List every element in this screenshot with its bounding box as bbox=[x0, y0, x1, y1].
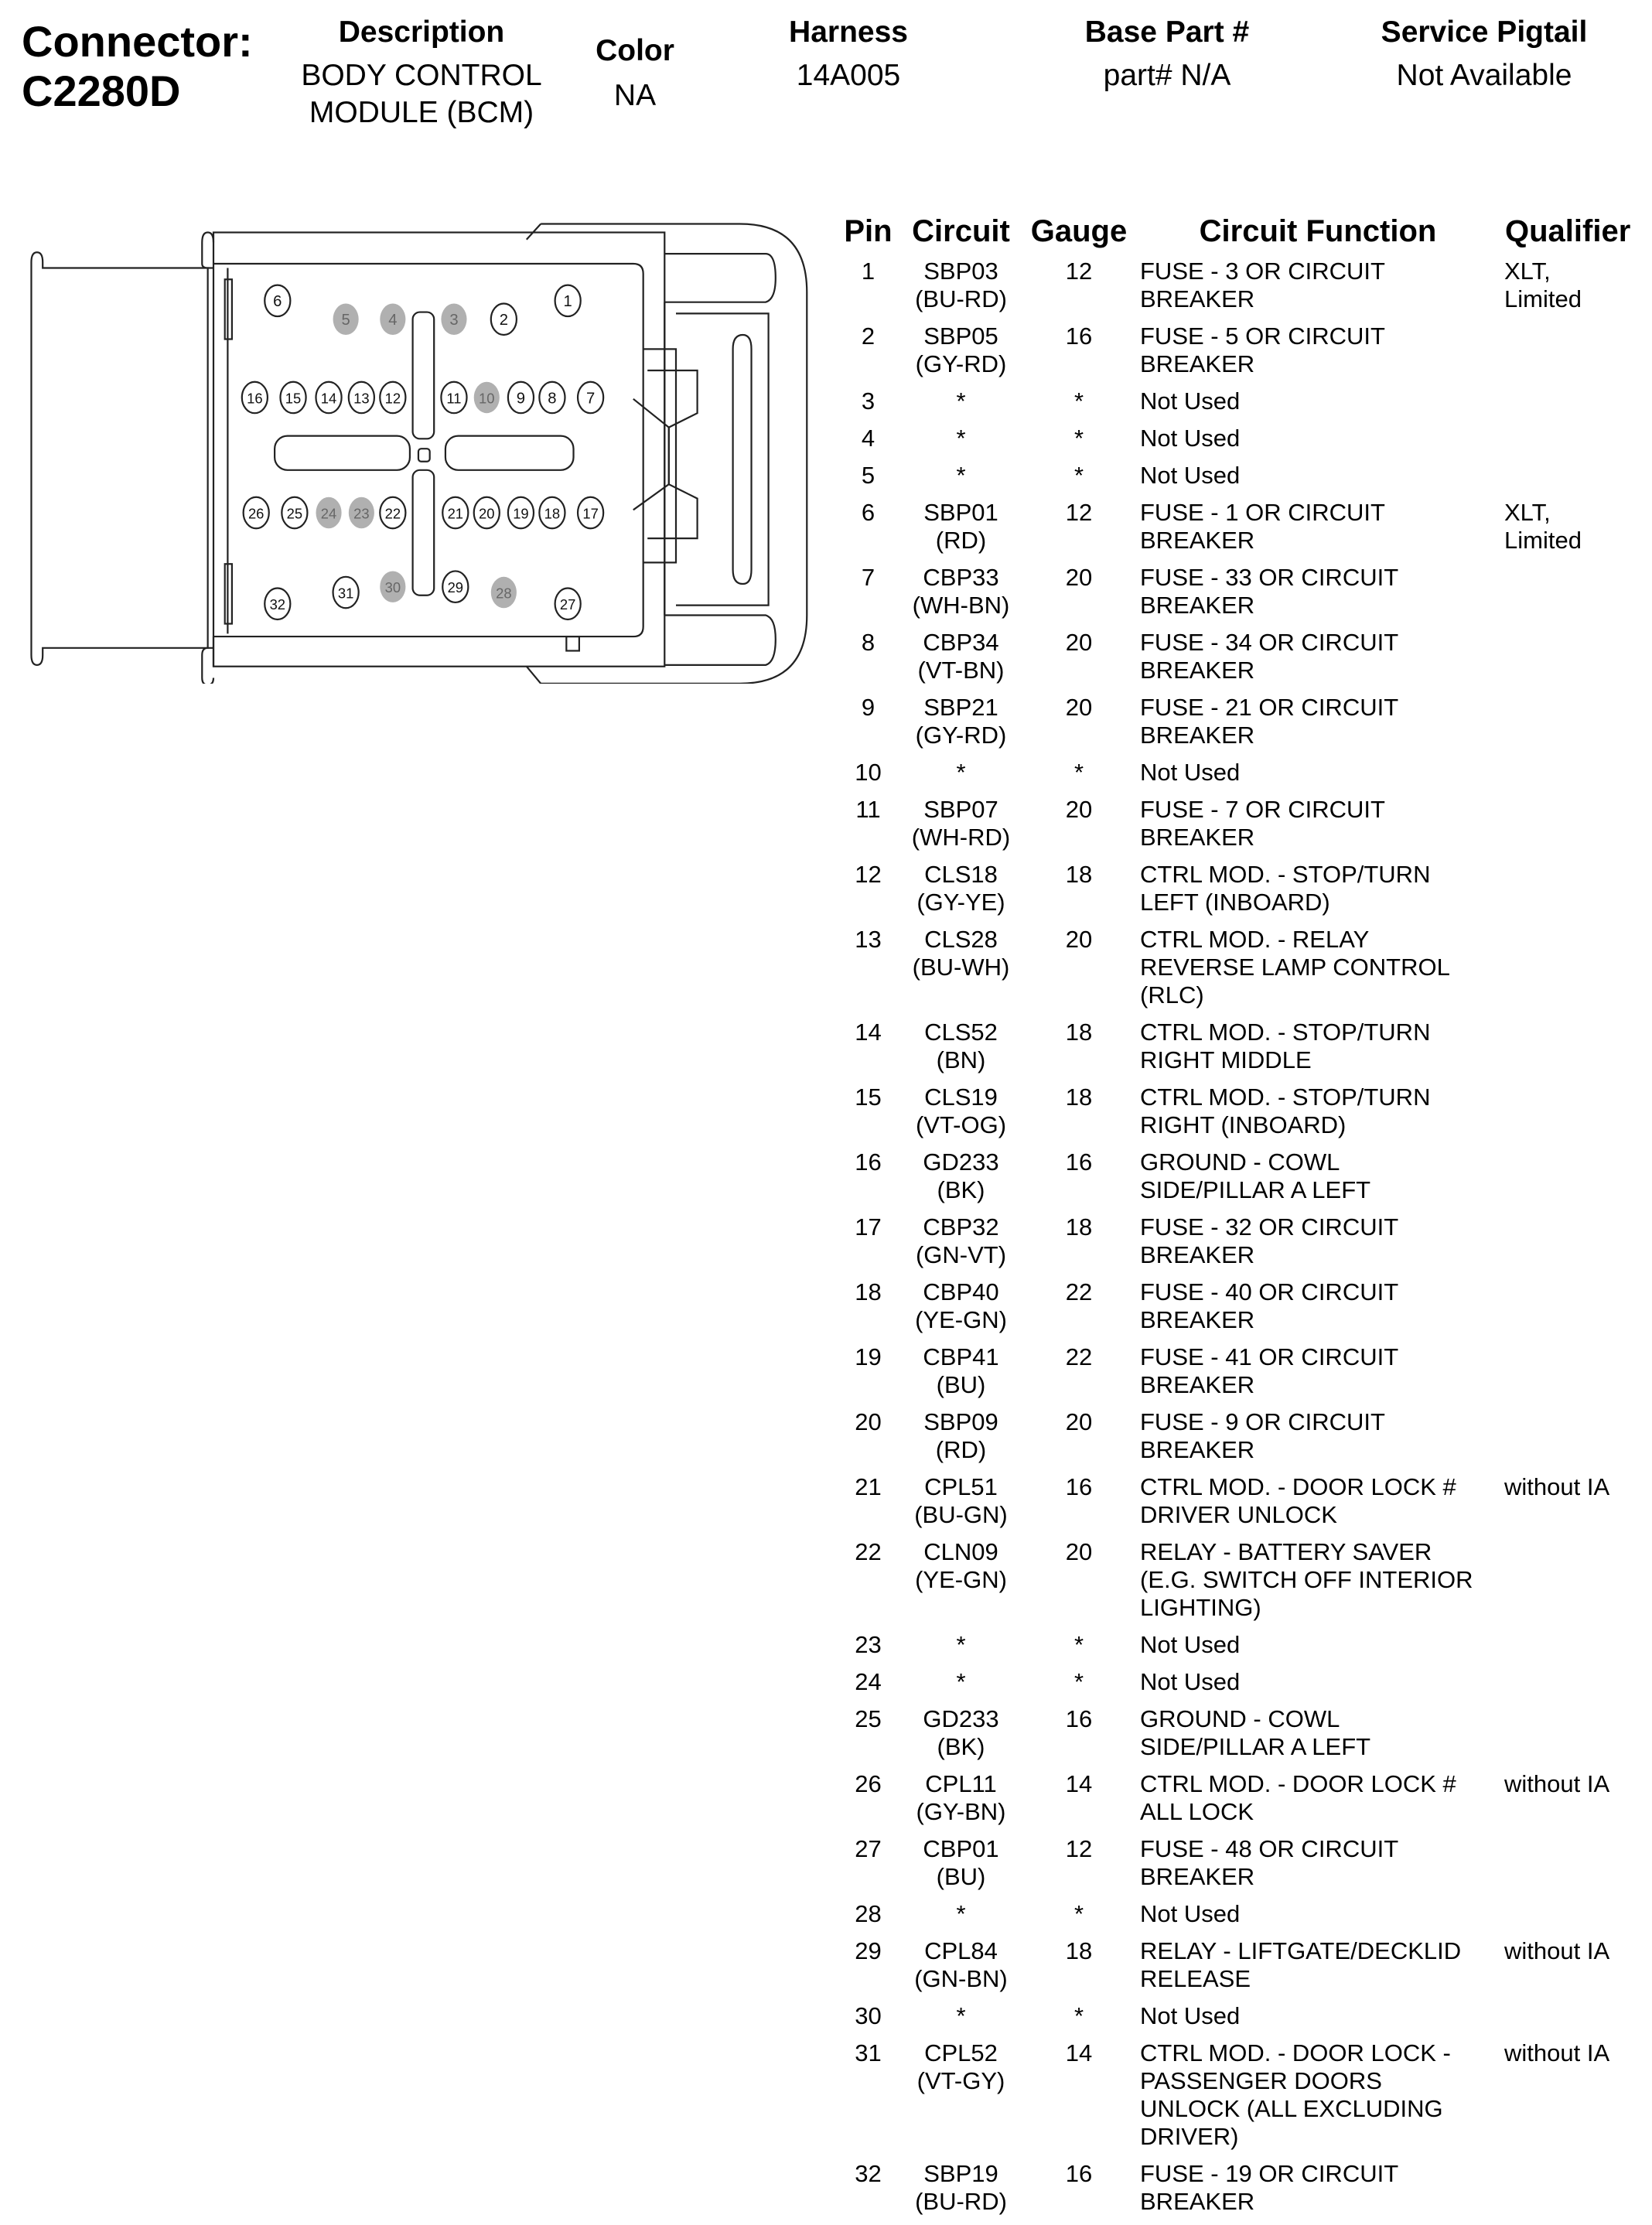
color-block bbox=[596, 32, 674, 114]
service-pigtail-label: Service Pigtail bbox=[1381, 15, 1588, 49]
pin-number: 18 bbox=[544, 505, 561, 522]
gauge-cell: 20 bbox=[1065, 926, 1093, 953]
pin-number: 20 bbox=[479, 505, 495, 522]
gauge-cell: 18 bbox=[1065, 1083, 1093, 1111]
function-cell: Not Used bbox=[1140, 462, 1241, 489]
pin-cavity bbox=[333, 304, 359, 335]
circuit-cell: CLS52 (BN) bbox=[924, 1019, 998, 1073]
pin-cavity bbox=[491, 304, 517, 335]
cavity-slots bbox=[275, 312, 573, 595]
gauge-cell: 12 bbox=[1065, 258, 1093, 285]
function-cell: FUSE - 34 OR CIRCUIT BREAKER bbox=[1140, 629, 1399, 684]
function-cell: FUSE - 3 OR CIRCUIT BREAKER bbox=[1140, 258, 1385, 312]
pin-cavity bbox=[555, 285, 581, 316]
function-cell: FUSE - 9 OR CIRCUIT BREAKER bbox=[1140, 1408, 1385, 1463]
gauge-cell: 16 bbox=[1065, 2160, 1093, 2187]
circuit-cell: CLN09 (YE-GN) bbox=[915, 1538, 1007, 1593]
pin-cell: 28 bbox=[855, 1900, 882, 1927]
pin-number: 22 bbox=[384, 505, 401, 522]
pin-cavity bbox=[380, 571, 405, 602]
function-cell: GROUND - COWL SIDE/PILLAR A LEFT bbox=[1140, 1705, 1371, 1760]
pin-cell: 3 bbox=[861, 387, 875, 415]
pin-cell: 20 bbox=[855, 1408, 882, 1435]
pin-number: 30 bbox=[384, 579, 401, 596]
table-row bbox=[820, 387, 1652, 425]
qualifier-cell: without IA bbox=[1504, 2039, 1610, 2066]
table-header bbox=[820, 213, 1652, 258]
gauge-cell: 22 bbox=[1065, 1278, 1093, 1305]
gauge-cell: 14 bbox=[1065, 2039, 1093, 2066]
gauge-cell: 16 bbox=[1065, 322, 1093, 350]
function-cell: Not Used bbox=[1140, 1900, 1241, 1927]
pin-number: 8 bbox=[548, 390, 557, 408]
gauge-cell: * bbox=[1073, 387, 1084, 415]
table-row bbox=[820, 1538, 1652, 1631]
table-row bbox=[820, 629, 1652, 694]
table-row bbox=[820, 1473, 1652, 1538]
pin-cell: 1 bbox=[861, 258, 875, 285]
gauge-cell: 14 bbox=[1065, 1770, 1093, 1797]
pin-number: 5 bbox=[341, 312, 350, 329]
col-circuit-function: Circuit Function bbox=[1199, 214, 1437, 248]
table-row bbox=[820, 258, 1652, 322]
circuit-cell: CBP40 (YE-GN) bbox=[915, 1278, 1007, 1333]
circuit-cell: CBP34 (VT-BN) bbox=[917, 629, 1005, 684]
qualifier-cell: without IA bbox=[1504, 1937, 1610, 1964]
circuit-cell: SBP07 (WH-RD) bbox=[911, 796, 1011, 851]
function-cell: FUSE - 32 OR CIRCUIT BREAKER bbox=[1140, 1213, 1399, 1268]
pin-cell: 16 bbox=[855, 1148, 882, 1176]
circuit-cell: * bbox=[956, 387, 966, 415]
gauge-cell: 20 bbox=[1065, 629, 1093, 656]
pin-cell: 23 bbox=[855, 1631, 882, 1658]
circuit-cell: SBP03 (BU-RD) bbox=[915, 258, 1007, 312]
table-row bbox=[820, 1770, 1652, 1835]
pin-number: 16 bbox=[247, 390, 263, 407]
pin-cavity bbox=[380, 304, 405, 335]
gauge-cell: 20 bbox=[1065, 694, 1093, 721]
circuit-cell: CPL11 (GY-BN) bbox=[916, 1770, 1006, 1825]
connector-face-diagram bbox=[0, 200, 854, 684]
pin-number: 9 bbox=[516, 390, 526, 408]
table-row bbox=[820, 2002, 1652, 2039]
pin-cell: 8 bbox=[861, 629, 875, 656]
pin-number: 6 bbox=[273, 293, 282, 311]
gauge-cell: 20 bbox=[1065, 1538, 1093, 1565]
pin-cell: 17 bbox=[855, 1213, 882, 1240]
gauge-cell: 16 bbox=[1065, 1473, 1093, 1500]
pin-cavity bbox=[508, 497, 534, 528]
pin-cell: 10 bbox=[855, 759, 882, 786]
pin-cell: 31 bbox=[855, 2039, 882, 2066]
gauge-cell: 18 bbox=[1065, 1937, 1093, 1964]
harness-label: Harness bbox=[789, 15, 908, 49]
circuit-cell: CBP41 (BU) bbox=[923, 1343, 999, 1398]
circuit-cell: CBP32 (GN-VT) bbox=[915, 1213, 1007, 1268]
pin-number: 23 bbox=[353, 505, 370, 522]
pin-cavity bbox=[474, 497, 500, 528]
pin-cavity bbox=[280, 382, 305, 413]
pin-number: 32 bbox=[269, 596, 286, 613]
base-part-label: Base Part # bbox=[1084, 15, 1250, 49]
table-row bbox=[820, 2039, 1652, 2160]
circuit-cell: CLS18 (GY-YE) bbox=[916, 861, 1005, 916]
circuit-cell: * bbox=[956, 1631, 966, 1658]
service-pigtail-block bbox=[1381, 14, 1588, 94]
table-row bbox=[820, 499, 1652, 564]
circuit-cell: CLS28 (BU-WH) bbox=[912, 926, 1010, 981]
description-block bbox=[301, 14, 541, 131]
gauge-cell: 12 bbox=[1065, 1835, 1093, 1862]
pin-number: 3 bbox=[449, 312, 459, 329]
circuit-cell: SBP19 (BU-RD) bbox=[915, 2160, 1007, 2215]
col-circuit: Circuit bbox=[912, 214, 1010, 248]
table-row bbox=[820, 796, 1652, 861]
circuit-cell: * bbox=[956, 2002, 966, 2029]
pin-cavity bbox=[265, 285, 290, 316]
circuit-cell: * bbox=[956, 1900, 966, 1927]
color-value: NA bbox=[613, 79, 657, 112]
pin-cell: 7 bbox=[861, 564, 875, 591]
connector-title bbox=[22, 17, 253, 116]
col-pin: Pin bbox=[844, 214, 893, 248]
gauge-cell: * bbox=[1073, 2002, 1084, 2029]
pin-cell: 11 bbox=[855, 796, 881, 823]
pin-cavity bbox=[508, 382, 534, 413]
circuit-cell: * bbox=[956, 1668, 966, 1695]
table-row bbox=[820, 2160, 1652, 2225]
pin-cell: 25 bbox=[855, 1705, 882, 1732]
pin-cell: 15 bbox=[855, 1083, 882, 1111]
pin-number: 1 bbox=[563, 293, 572, 311]
function-cell: CTRL MOD. - RELAY REVERSE LAMP CONTROL (RLC) bbox=[1140, 926, 1450, 1008]
connector-id: C2280D bbox=[22, 67, 181, 115]
pin-number: 19 bbox=[513, 505, 529, 522]
table-row bbox=[820, 1835, 1652, 1900]
function-cell: FUSE - 1 OR CIRCUIT BREAKER bbox=[1140, 499, 1385, 554]
gauge-cell: 18 bbox=[1065, 1019, 1093, 1046]
base-part-value: part# N/A bbox=[1103, 59, 1231, 92]
pin-cell: 24 bbox=[855, 1668, 882, 1695]
function-cell: FUSE - 21 OR CIRCUIT BREAKER bbox=[1140, 694, 1399, 749]
function-cell: Not Used bbox=[1140, 1631, 1241, 1658]
pin-cell: 12 bbox=[855, 861, 882, 888]
circuit-cell: CBP01 (BU) bbox=[923, 1835, 999, 1890]
pin-cavity bbox=[539, 382, 565, 413]
table-row bbox=[820, 1148, 1652, 1213]
pin-cavity bbox=[578, 382, 603, 413]
function-cell: CTRL MOD. - DOOR LOCK - PASSENGER DOORS UNLOCK (ALL EXCLUDING DRIVER) bbox=[1140, 2039, 1451, 2150]
pin-cell: 32 bbox=[855, 2160, 882, 2187]
pin-cell: 9 bbox=[861, 694, 875, 721]
pin-cavity bbox=[442, 497, 468, 528]
pin-cavity bbox=[474, 382, 500, 413]
function-cell: FUSE - 7 OR CIRCUIT BREAKER bbox=[1140, 796, 1385, 851]
pin-cell: 21 bbox=[855, 1473, 882, 1500]
pin-cell: 27 bbox=[855, 1835, 882, 1862]
table-row bbox=[820, 564, 1652, 629]
table-row bbox=[820, 322, 1652, 387]
function-cell: CTRL MOD. - STOP/TURN RIGHT MIDDLE bbox=[1140, 1019, 1431, 1073]
col-qualifier: Qualifier bbox=[1505, 214, 1631, 248]
function-cell: FUSE - 41 OR CIRCUIT BREAKER bbox=[1140, 1343, 1399, 1398]
table-row bbox=[820, 926, 1652, 1019]
pin-number: 21 bbox=[447, 505, 464, 522]
pin-cavity bbox=[265, 589, 290, 619]
pin-number: 2 bbox=[499, 312, 508, 329]
table-row bbox=[820, 1213, 1652, 1278]
circuit-cell: CPL84 (GN-BN) bbox=[914, 1937, 1008, 1992]
pin-cavity bbox=[555, 589, 581, 619]
function-cell: CTRL MOD. - DOOR LOCK # DRIVER UNLOCK bbox=[1140, 1473, 1456, 1528]
pin-cell: 29 bbox=[855, 1937, 882, 1964]
gauge-cell: 18 bbox=[1065, 861, 1093, 888]
qualifier-cell: without IA bbox=[1504, 1473, 1610, 1500]
pin-cavities bbox=[242, 285, 603, 619]
function-cell: Not Used bbox=[1140, 425, 1241, 452]
gauge-cell: 16 bbox=[1065, 1148, 1093, 1176]
function-cell: RELAY - LIFTGATE/DECKLID RELEASE bbox=[1140, 1937, 1462, 1992]
pin-cell: 19 bbox=[855, 1343, 882, 1370]
circuit-cell: SBP05 (GY-RD) bbox=[915, 322, 1007, 377]
function-cell: FUSE - 5 OR CIRCUIT BREAKER bbox=[1140, 322, 1385, 377]
pin-number: 28 bbox=[496, 585, 512, 602]
gauge-cell: 16 bbox=[1065, 1705, 1093, 1732]
pin-cavity bbox=[316, 382, 341, 413]
function-cell: FUSE - 19 OR CIRCUIT BREAKER bbox=[1140, 2160, 1399, 2215]
table-row bbox=[820, 1900, 1652, 1937]
gauge-cell: * bbox=[1073, 462, 1084, 489]
gauge-cell: * bbox=[1073, 759, 1084, 786]
circuit-cell: SBP21 (GY-RD) bbox=[915, 694, 1007, 749]
circuit-cell: * bbox=[956, 462, 966, 489]
col-gauge: Gauge bbox=[1030, 214, 1128, 248]
pin-cell: 5 bbox=[861, 462, 875, 489]
pin-cell: 6 bbox=[861, 499, 875, 526]
pin-number: 15 bbox=[285, 390, 302, 407]
pin-number: 26 bbox=[247, 505, 265, 522]
description-label: Description bbox=[338, 15, 505, 49]
function-cell: Not Used bbox=[1140, 1668, 1241, 1695]
table-row bbox=[820, 1408, 1652, 1473]
pin-cavity bbox=[349, 382, 374, 413]
pin-cavity bbox=[333, 577, 359, 608]
pin-cavity bbox=[242, 382, 268, 413]
pin-cell: 22 bbox=[855, 1538, 882, 1565]
table-row bbox=[820, 1937, 1652, 2002]
base-part-block bbox=[1085, 14, 1249, 94]
pin-cell: 14 bbox=[855, 1019, 882, 1046]
table-row bbox=[820, 1705, 1652, 1770]
pin-cell: 26 bbox=[855, 1770, 882, 1797]
gauge-cell: 20 bbox=[1065, 796, 1093, 823]
pin-cavity bbox=[349, 497, 374, 528]
pin-number: 11 bbox=[446, 390, 462, 407]
table-row bbox=[820, 1668, 1652, 1705]
pin-cavity bbox=[441, 304, 466, 335]
pin-number: 13 bbox=[353, 390, 370, 407]
function-cell: GROUND - COWL SIDE/PILLAR A LEFT bbox=[1140, 1148, 1371, 1203]
qualifier-cell: XLT, Limited bbox=[1504, 258, 1582, 312]
pin-cavity bbox=[244, 497, 269, 528]
function-cell: FUSE - 48 OR CIRCUIT BREAKER bbox=[1140, 1835, 1399, 1890]
description-value: BODY CONTROL MODULE (BCM) bbox=[301, 59, 542, 129]
table-row bbox=[820, 425, 1652, 462]
table-row bbox=[820, 1278, 1652, 1343]
function-cell: Not Used bbox=[1140, 759, 1241, 786]
pin-number: 24 bbox=[320, 505, 337, 522]
pin-cavity bbox=[316, 497, 341, 528]
table-row bbox=[820, 1019, 1652, 1083]
color-label: Color bbox=[596, 34, 674, 67]
pin-number: 7 bbox=[585, 390, 596, 408]
pin-number: 25 bbox=[286, 505, 303, 522]
function-cell: FUSE - 40 OR CIRCUIT BREAKER bbox=[1140, 1278, 1399, 1333]
pin-cavity bbox=[380, 497, 405, 528]
pin-number: 17 bbox=[582, 505, 599, 522]
pin-cell: 13 bbox=[855, 926, 882, 953]
gauge-cell: * bbox=[1073, 425, 1084, 452]
gauge-cell: 18 bbox=[1065, 1213, 1093, 1240]
function-cell: FUSE - 33 OR CIRCUIT BREAKER bbox=[1140, 564, 1399, 619]
pin-number: 10 bbox=[479, 390, 495, 407]
function-cell: Not Used bbox=[1140, 387, 1241, 415]
pin-number: 31 bbox=[337, 585, 354, 602]
pin-number: 14 bbox=[320, 390, 337, 407]
pin-cavity bbox=[578, 497, 603, 528]
circuit-cell: GD233 (BK) bbox=[923, 1148, 999, 1203]
harness-value: 14A005 bbox=[796, 59, 901, 92]
qualifier-cell: without IA bbox=[1504, 1770, 1610, 1797]
table-row bbox=[820, 861, 1652, 926]
pin-cavity bbox=[282, 497, 307, 528]
gauge-cell: * bbox=[1073, 1668, 1084, 1695]
function-cell: CTRL MOD. - STOP/TURN LEFT (INBOARD) bbox=[1140, 861, 1431, 916]
gauge-cell: 12 bbox=[1065, 499, 1093, 526]
pin-number: 4 bbox=[388, 312, 398, 329]
table-row bbox=[820, 1343, 1652, 1408]
table-row bbox=[820, 694, 1652, 759]
table-row bbox=[820, 759, 1652, 796]
pin-cell: 30 bbox=[855, 2002, 882, 2029]
function-cell: RELAY - BATTERY SAVER (E.G. SWITCH OFF INTERIOR LIGHTING) bbox=[1140, 1538, 1473, 1621]
gauge-cell: 20 bbox=[1065, 1408, 1093, 1435]
pin-cavity bbox=[442, 571, 468, 602]
table-row bbox=[820, 462, 1652, 499]
circuit-cell: CPL52 (VT-GY) bbox=[916, 2039, 1005, 2094]
pin-cavity bbox=[380, 382, 405, 413]
gauge-cell: 20 bbox=[1065, 564, 1093, 591]
function-cell: CTRL MOD. - STOP/TURN RIGHT (INBOARD) bbox=[1140, 1083, 1431, 1138]
circuit-cell: * bbox=[956, 759, 966, 786]
service-pigtail-value: Not Available bbox=[1396, 59, 1572, 92]
circuit-cell: SBP01 (RD) bbox=[923, 499, 998, 554]
pinout-table bbox=[820, 213, 1652, 2225]
harness-block bbox=[789, 14, 908, 94]
circuit-cell: CPL51 (BU-GN) bbox=[914, 1473, 1008, 1528]
circuit-cell: GD233 (BK) bbox=[923, 1705, 999, 1760]
pin-cavity bbox=[539, 497, 565, 528]
table-row bbox=[820, 1631, 1652, 1668]
circuit-cell: CBP33 (WH-BN) bbox=[912, 564, 1010, 619]
pin-cavity bbox=[491, 577, 517, 608]
pin-number: 12 bbox=[384, 390, 401, 407]
connector-label: Connector: bbox=[22, 17, 253, 66]
function-cell: CTRL MOD. - DOOR LOCK # ALL LOCK bbox=[1140, 1770, 1456, 1825]
circuit-cell: SBP09 (RD) bbox=[923, 1408, 998, 1463]
pin-cell: 2 bbox=[861, 322, 875, 350]
circuit-cell: CLS19 (VT-OG) bbox=[915, 1083, 1007, 1138]
pin-number: 29 bbox=[447, 579, 464, 596]
table-row bbox=[820, 1083, 1652, 1148]
pin-number: 27 bbox=[559, 596, 576, 613]
gauge-cell: * bbox=[1073, 1900, 1084, 1927]
qualifier-cell: XLT, Limited bbox=[1504, 499, 1582, 554]
gauge-cell: 22 bbox=[1065, 1343, 1093, 1370]
gauge-cell: * bbox=[1073, 1631, 1084, 1658]
pin-cell: 18 bbox=[855, 1278, 882, 1305]
pin-cavity bbox=[441, 382, 466, 413]
table-body bbox=[820, 258, 1652, 2225]
function-cell: Not Used bbox=[1140, 2002, 1241, 2029]
circuit-cell: * bbox=[956, 425, 966, 452]
pin-cell: 4 bbox=[861, 425, 875, 452]
